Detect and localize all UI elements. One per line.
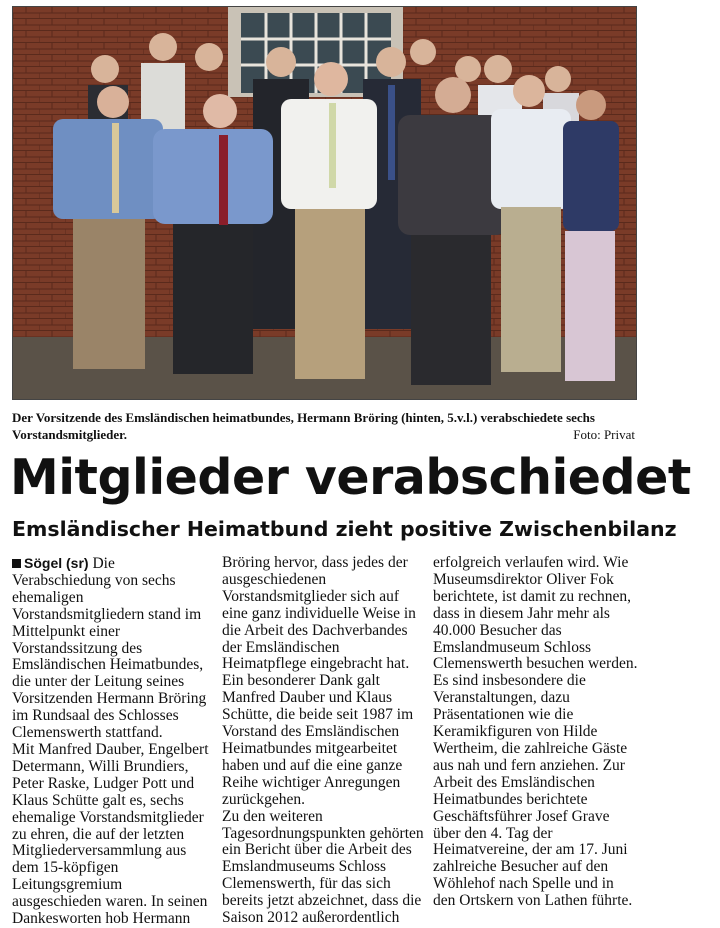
article-column-2 — [222, 555, 426, 927]
headline: Mitglieder verabschiedet — [10, 449, 691, 506]
article-paragraph: erfolgreich verlaufen wird. Wie Museumsdirektor Oliver Fok berichtete, ist damit zu rechnen, dass in diesem Jahr mehr als 40.000 Besucher das Emslandmuseum Schloss Clemenswerth besuchen werden. Es sind insbesondere die Veranstaltungen, dazu Präsentationen wie die Keramikfiguren von Hilde Wertheim, die zahlreiche Gäste aus nah und fern anziehen. Zur Arbeit des Emsländischen Heimatbundes berichtete Geschäftsführer Josef Grave über den 4. Tag der Heimatvereine, der am 17. Juni zahlreiche Besucher auf den Wöhlehof nach Spelle und in den Ortskern von Lathen führte. — [433, 554, 638, 910]
photo-credit: Foto: Privat — [573, 427, 635, 442]
article-paragraph: Bröring hervor, dass jedes der ausgeschiedenen Vorstandsmitglieder sich auf eine ganz individuelle Weise in die Arbeit des Dachverbandes der Emsländischen Heimatpflege eingebracht hat. Ein besonderer Dank galt Manfred Dauber und Klaus Schütte, die beide seit 1987 im Vorstand des Emsländischen Heimatbundes mitgearbeitet haben und auf die eine ganze Reihe wichtiger Anregungen zurückgehen. — [222, 554, 416, 808]
subheadline: Emsländischer Heimatbund zieht positive Zwischenbilanz — [12, 517, 677, 541]
square-bullet-icon — [12, 559, 21, 568]
group-photo — [12, 6, 637, 400]
lead-text: Die Verabschiedung von sechs ehemaligen Vorstandsmitgliedern stand im Mittelpunkt einer Vorstandssitzung des Emsländischen Heimatbundes, die unter der Leitung seines Vorsitzenden Hermann Bröring im Rundsaal des Schlosses Clemenswerth stattfand. — [12, 555, 207, 742]
photo-caption — [12, 409, 635, 443]
article-paragraph: Mit Manfred Dauber, Engelbert Determann, Willi Brundiers, Peter Raske, Ludger Pott und Klaus Schütte galt es, sechs ehemalige Vorstandsmitglieder zu ehren, die auf der letzten Mitgliederversammlung aus dem 15-köpfigen Leitungsgremium ausgeschieden waren. In seinen Dankesworten hob Hermann — [12, 740, 209, 928]
group-photo-illustration — [13, 7, 636, 399]
article-column-3 — [433, 555, 638, 910]
article-paragraph: Zu den weiteren Tagesordnungspunkten gehörten ein Bericht über die Arbeit des Emslandmuseums Schloss Clemenswerth, für das sich bereits jetzt abzeichnet, dass die Saison 2012 außerordentlich — [222, 807, 424, 927]
caption-text: Der Vorsitzende des Emsländischen heimatbundes, Hermann Bröring (hinten, 5.v.l.) verabschiedete sechs Vorstandsmitglieder. — [12, 410, 595, 442]
article-column-1 — [12, 555, 215, 928]
dateline: Sögel (sr) — [24, 555, 89, 571]
article-paragraph — [12, 555, 215, 742]
